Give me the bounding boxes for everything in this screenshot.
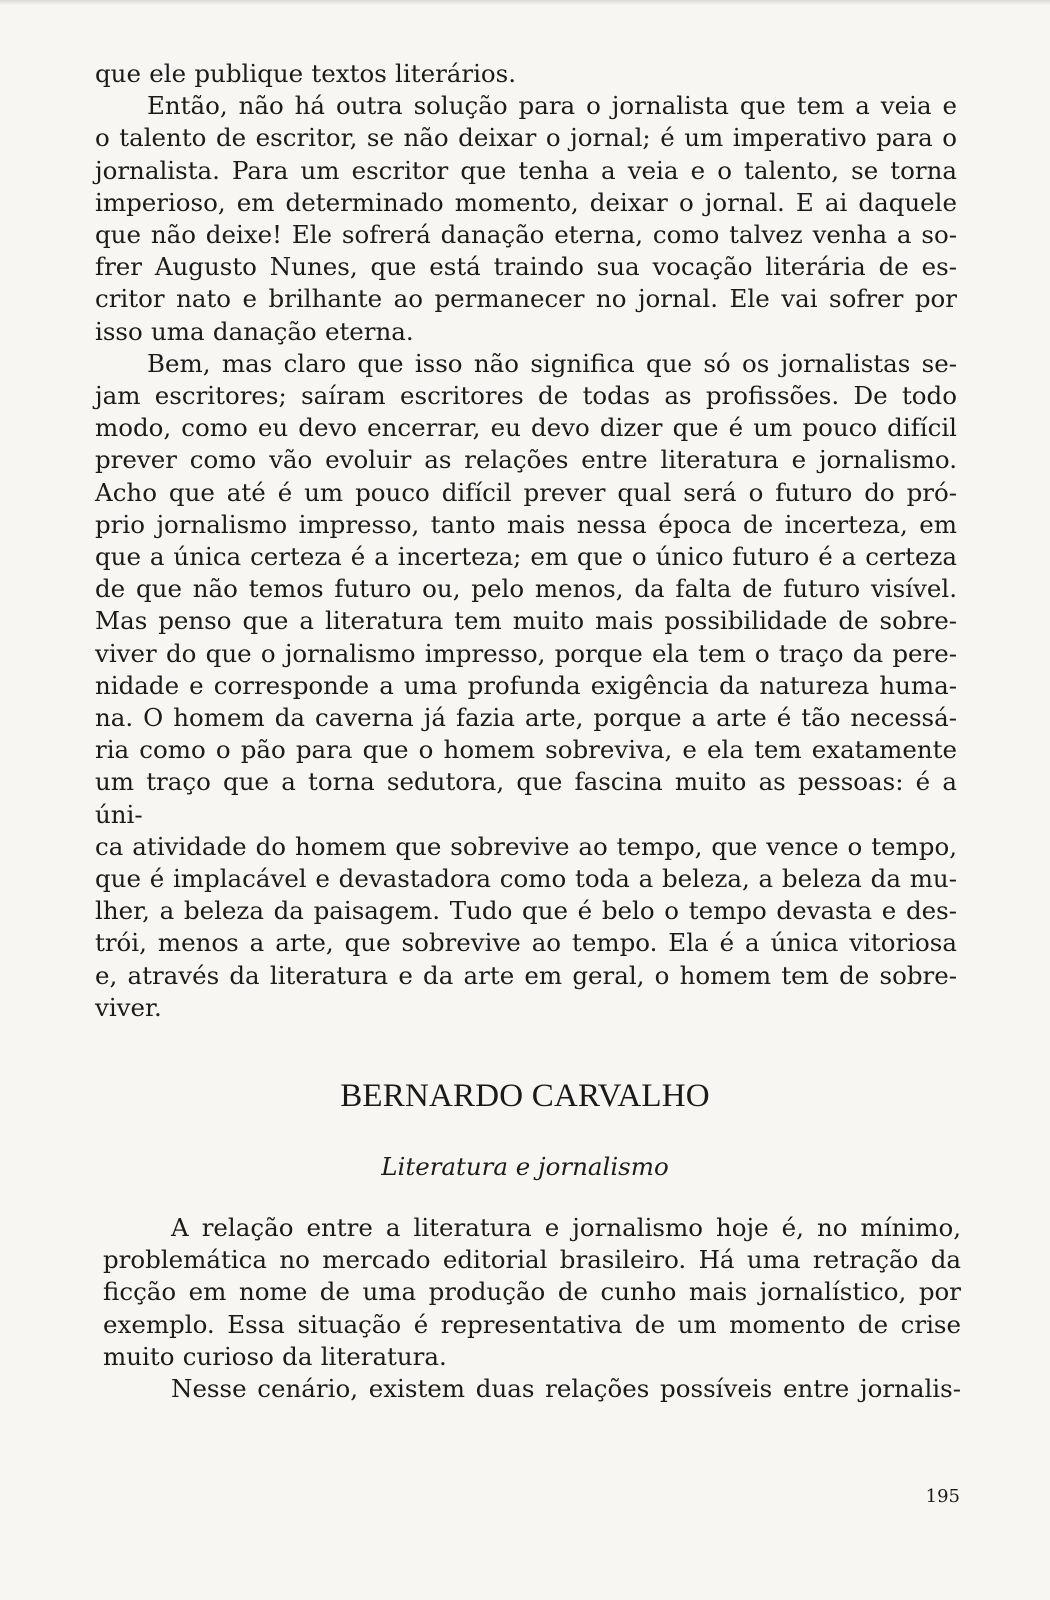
paragraph [95, 90, 957, 348]
text-line: muito curioso da literatura. [103, 1341, 447, 1371]
text-line: viver. [95, 992, 162, 1022]
lower-text-block [103, 1212, 961, 1405]
text-line: de que não temos futuro ou, pelo menos, da falta de futuro visível. [95, 574, 957, 604]
text-line: o talento de escritor, se não deixar o jornal; é um imperativo para o [95, 123, 957, 153]
page-number: 195 [925, 1486, 960, 1507]
paragraph [95, 58, 957, 90]
text-line: exemplo. Essa situação é representativa de um momento de crise [103, 1309, 961, 1339]
scan-top-edge [0, 0, 1050, 5]
paragraph [95, 348, 957, 1024]
section-author-heading: BERNARDO CARVALHO [340, 1078, 710, 1114]
text-line: que a única certeza é a incerteza; em que o único futuro é a certeza [95, 542, 957, 572]
text-line: modo, como eu devo encerrar, eu devo dizer que é um pouco difícil [95, 413, 957, 443]
section-title: Literatura e jornalismo [381, 1152, 669, 1181]
text-line: que ele publique textos literários. [95, 59, 517, 88]
text-line: prever como vão evoluir as relações entre literatura e jornalismo. [95, 445, 957, 475]
text-line: ca atividade do homem que sobrevive ao tempo, que vence o tempo, [95, 831, 957, 861]
text-line: nidade e corresponde a uma profunda exigência da natureza huma- [95, 670, 957, 700]
text-line: ria como o pão para que o homem sobreviva, e ela tem exatamente [95, 735, 957, 765]
text-line: problemática no mercado editorial brasileiro. Há uma retração da [103, 1245, 961, 1275]
text-line: trói, menos a arte, que sobrevive ao tempo. Ela é a única vitoriosa [95, 928, 957, 958]
text-line: na. O homem da caverna já fazia arte, porque a arte é tão necessá- [95, 703, 957, 733]
upper-text-block [95, 58, 957, 1024]
text-line: Mas penso que a literatura tem muito mais possibilidade de sobre- [95, 606, 957, 636]
text-line: jornalista. Para um escritor que tenha a veia e o talento, se torna [95, 155, 957, 185]
paragraph [103, 1373, 961, 1405]
text-line: que é implacável e devastadora como toda a beleza, a beleza da mu- [95, 864, 957, 894]
text-line: isso uma danação eterna. [95, 316, 414, 346]
text-line: prio jornalismo impresso, tanto mais nessa época de incerteza, em [95, 509, 957, 539]
text-line: um traço que a torna sedutora, que fascina muito as pessoas: é a úni- [95, 767, 957, 829]
text-line: Bem, mas claro que isso não significa que só os jornalistas se- [147, 348, 957, 378]
text-line: Nesse cenário, existem duas relações possíveis entre jornalis- [171, 1374, 961, 1404]
text-line: que não deixe! Ele sofrerá danação eterna, como talvez venha a so- [95, 220, 957, 250]
text-line: A relação entre a literatura e jornalismo hoje é, no mínimo, [171, 1213, 961, 1242]
paragraph [103, 1212, 961, 1373]
text-line: imperioso, em determinado momento, deixar o jornal. E ai daquele [95, 187, 957, 217]
text-line: frer Augusto Nunes, que está traindo sua vocação literária de es- [95, 252, 957, 282]
text-line: ficção em nome de uma produção de cunho mais jornalístico, por [103, 1277, 961, 1307]
text-line: Então, não há outra solução para o jornalista que tem a veia e [147, 91, 957, 121]
text-line: Acho que até é um pouco difícil prever qual será o futuro do pró- [95, 477, 957, 507]
text-line: jam escritores; saíram escritores de todas as profissões. De todo [95, 381, 957, 411]
text-line: lher, a beleza da paisagem. Tudo que é belo o tempo devasta e des- [95, 896, 957, 926]
text-line: e, através da literatura e da arte em geral, o homem tem de sobre- [95, 960, 957, 990]
text-line: critor nato e brilhante ao permanecer no jornal. Ele vai sofrer por [95, 284, 957, 314]
text-line: viver do que o jornalismo impresso, porque ela tem o traço da pere- [95, 638, 957, 668]
